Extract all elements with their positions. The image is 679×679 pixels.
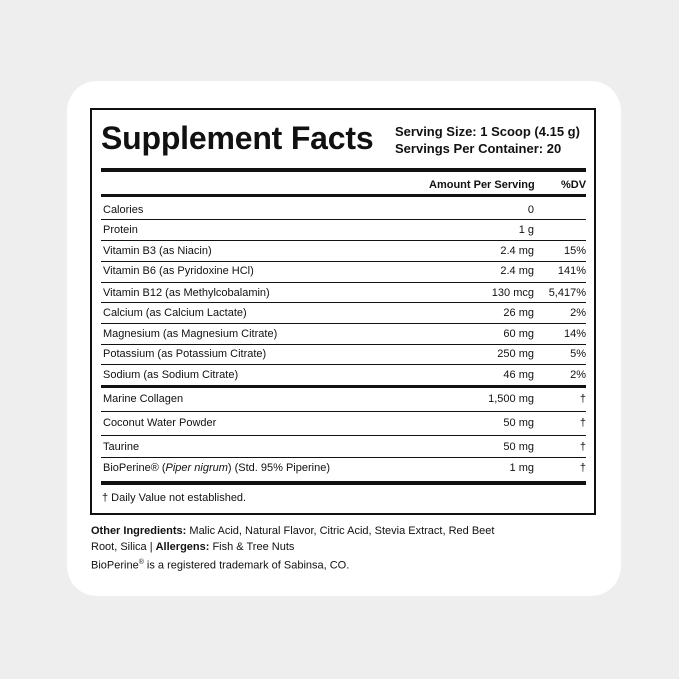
row-name: Calories [103,204,144,216]
row-amount: 50 mg [503,417,534,429]
row-name: Potassium (as Potassium Citrate) [103,348,267,360]
row-divider [101,435,586,436]
row-divider [101,261,586,262]
other-ingredients [91,523,511,555]
row-name: Magnesium (as Magnesium Citrate) [103,328,278,340]
row-dv: 15% [563,245,586,257]
row-dv: † [579,393,586,405]
serving-size: Serving Size: 1 Scoop (4.15 g) [395,124,580,139]
trademark-note: BioPerine® is a registered trademark of Sabinsa, CO. [91,559,350,572]
row-divider [101,240,586,241]
row-amount: 60 mg [503,328,534,340]
row-name: Vitamin B3 (as Niacin) [103,245,212,257]
row-dv: 141% [557,265,586,277]
row-dv: 14% [563,328,586,340]
thick-rule-bottom [101,481,586,485]
row-divider [101,219,586,220]
row-dv: 2% [570,369,586,381]
allergens-label: Allergens: [155,541,210,553]
servings-per-container: Servings Per Container: 20 [395,141,562,156]
allergens-text: Fish & Tree Nuts [209,541,295,553]
serving-info [395,123,580,157]
row-name: Sodium (as Sodium Citrate) [103,369,239,381]
row-amount: 130 mcg [491,287,534,299]
row-amount: 2.4 mg [500,265,534,277]
row-name: Calcium (as Calcium Lactate) [103,307,247,319]
row-name: Protein [103,224,138,236]
row-divider [101,302,586,303]
row-dv: † [579,462,586,474]
label-title: Supplement Facts [101,120,374,156]
row-amount: 0 [527,204,534,216]
row-amount: 1,500 mg [488,393,534,405]
row-dv: 5,417% [548,287,586,299]
row-name: Vitamin B6 (as Pyridoxine HCl) [103,265,254,277]
row-amount: 250 mg [497,348,534,360]
row-name: Marine Collagen [103,393,184,405]
row-divider [101,323,586,324]
row-amount: 1 mg [509,462,534,474]
other-ingredients-text: Malic Acid, Natural Flavor, Citric Acid, Stevia Extract, Red Beet Root, Silica | [91,525,495,553]
row-amount: 2.4 mg [500,245,534,257]
amount-per-serving-header: Amount Per Serving [429,179,535,191]
row-dv: † [579,441,586,453]
row-amount: 46 mg [503,369,534,381]
row-divider [101,282,586,283]
row-dv: 2% [570,307,586,319]
footnote: † Daily Value not established. [102,492,247,504]
row-divider [101,411,586,412]
row-dv: † [579,417,586,429]
row-name: BioPerine® (Piper nigrum) (Std. 95% Piperine) [103,462,330,474]
row-name: Taurine [103,441,140,453]
row-amount: 50 mg [503,441,534,453]
other-ingredients-label: Other Ingredients: [91,525,187,537]
row-name: Coconut Water Powder [103,417,217,429]
row-dv: 5% [570,348,586,360]
row-amount: 1 g [518,224,534,236]
row-name: Vitamin B12 (as Methylcobalamin) [103,287,270,299]
row-divider [101,457,586,458]
dv-header: %DV [561,179,587,191]
row-amount: 26 mg [503,307,534,319]
thick-rule-header [101,194,586,197]
thick-rule-top [101,168,586,172]
thick-rule-group [101,385,586,388]
row-divider [101,344,586,345]
row-divider [101,364,586,365]
